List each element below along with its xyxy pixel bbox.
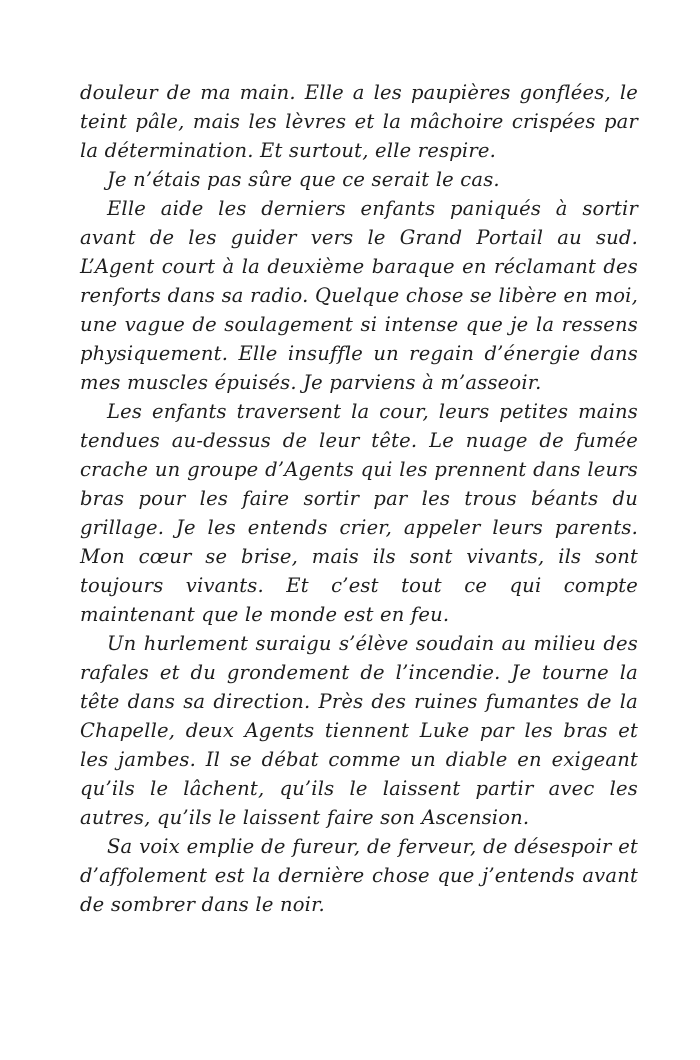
paragraph: Les enfants traversent la cour, leurs petites mains tendues au-dessus de leur tête. Le nuage de fumée crache un groupe d’Agents qui les prennent dans leurs bras pour les faire sortir par les trous béants du grillage. Je les entends crier, appeler leurs parents. Mon cœur se brise, mais ils sont vivants, ils sont toujours vivants. Et c’est tout ce qui compte maintenant que le monde est en feu. [80, 400, 638, 626]
paragraph: Un hurlement suraigu s’élève soudain au milieu des rafales et du grondement de l’incendie. Je tourne la tête dans sa direction. Près des ruines fumantes de la Chapelle, deux Agents tiennent Luke par les bras et les jambes. Il se débat comme un diable en exigeant qu’ils le lâchent, qu’ils le laissent partir avec les autres, qu’ils le laissent faire son Ascension. [80, 632, 638, 829]
paragraph: Sa voix emplie de fureur, de ferveur, de désespoir et d’affolement est la dernière chose que j’entends avant de sombrer dans le noir. [80, 835, 638, 916]
page-text [80, 78, 638, 919]
paragraph: Elle aide les derniers enfants paniqués à sortir avant de les guider vers le Grand Portail au sud. L’Agent court à la deuxième baraque en réclamant des renforts dans sa radio. Quelque chose se libère en moi, une vague de soulagement si intense que je la ressens physiquement. Elle insuffle un regain d’énergie dans mes muscles épuisés. Je parviens à m’asseoir. [80, 197, 638, 394]
paragraph: Je n’étais pas sûre que ce serait le cas. [107, 168, 500, 191]
paragraph: douleur de ma main. Elle a les paupières gonflées, le teint pâle, mais les lèvres et la mâchoire crispées par la détermination. Et surtout, elle respire. [80, 81, 638, 162]
